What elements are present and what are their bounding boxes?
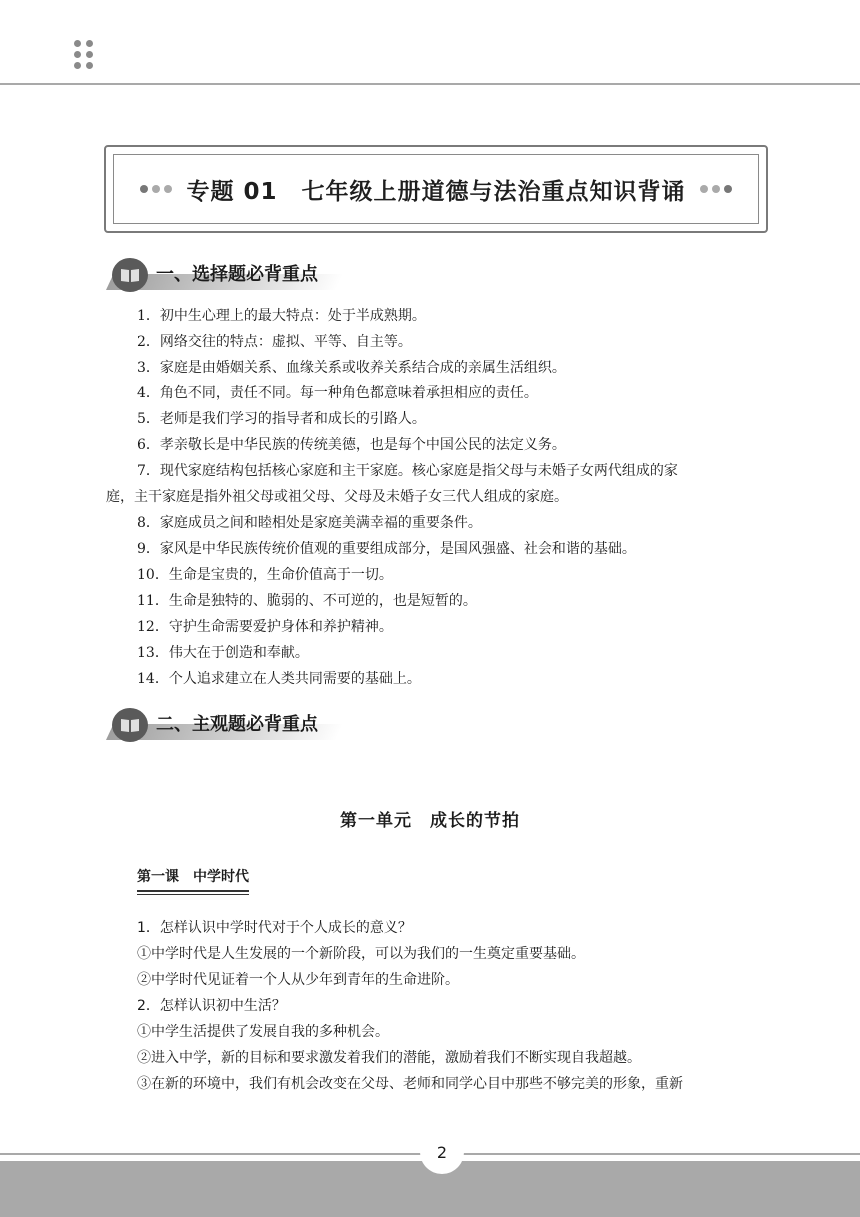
page-number: 2	[420, 1130, 464, 1174]
section-title: 一、选择题必背重点	[156, 264, 318, 285]
list-item: 12．守护生命需要爱护身体和养护精神。	[137, 619, 393, 635]
list-item: 2．网络交往的特点：虚拟、平等、自主等。	[137, 334, 412, 350]
list-item: 13．伟大在于创造和奉献。	[137, 645, 309, 661]
answer: ②进入中学，新的目标和要求激发着我们的潜能，激励着我们不断实现自我超越。	[137, 1050, 641, 1066]
book-icon	[112, 258, 148, 292]
list-item: 7．现代家庭结构包括核心家庭和主干家庭。核心家庭是指父母与未婚子女两代组成的家	[137, 463, 678, 479]
left-dots-icon	[140, 185, 172, 193]
section-title: 二、主观题必背重点	[156, 714, 318, 735]
list-item: 10．生命是宝贵的，生命价值高于一切。	[137, 567, 393, 583]
section-heading-subjective	[106, 708, 346, 742]
title-banner	[104, 145, 768, 233]
question: 1．怎样认识中学时代对于个人成长的意义？	[137, 920, 412, 936]
lesson-title: 第一课 中学时代	[137, 866, 249, 892]
list-item: 3．家庭是由婚姻关系、血缘关系或收养关系结合成的亲属生活组织。	[137, 360, 566, 376]
page-title: 专题 01 七年级上册道德与法治重点知识背诵	[186, 178, 686, 205]
list-item: 6．孝亲敬长是中华民族的传统美德，也是每个中国公民的法定义务。	[137, 437, 566, 453]
answer: ②中学时代见证着一个人从少年到青年的生命进阶。	[137, 972, 459, 988]
list-item: 8．家庭成员之间和睦相处是家庭美满幸福的重要条件。	[137, 515, 482, 531]
answer: ①中学时代是人生发展的一个新阶段，可以为我们的一生奠定重要基础。	[137, 946, 585, 962]
book-icon	[112, 708, 148, 742]
list-item: 14．个人追求建立在人类共同需要的基础上。	[137, 671, 421, 687]
list-item: 1．初中生心理上的最大特点：处于半成熟期。	[137, 308, 426, 324]
answer: ③在新的环境中，我们有机会改变在父母、老师和同学心目中那些不够完美的形象，重新	[137, 1076, 683, 1092]
unit-title: 第一单元 成长的节拍	[340, 811, 520, 831]
right-dots-icon	[700, 185, 732, 193]
header-dots-icon	[74, 40, 98, 70]
list-item: 4．角色不同，责任不同。每一种角色都意味着承担相应的责任。	[137, 385, 538, 401]
section-heading-choice	[106, 258, 346, 292]
header-rule	[0, 83, 860, 85]
question: 2．怎样认识初中生活？	[137, 998, 286, 1014]
list-item: 庭，主干家庭是指外祖父母或祖父母、父母及未婚子女三代人组成的家庭。	[106, 489, 568, 505]
list-item: 11．生命是独特的、脆弱的、不可逆的，也是短暂的。	[137, 593, 477, 609]
list-item: 5．老师是我们学习的指导者和成长的引路人。	[137, 411, 426, 427]
list-item: 9．家风是中华民族传统价值观的重要组成部分，是国风强盛、社会和谐的基础。	[137, 541, 636, 557]
answer: ①中学生活提供了发展自我的多种机会。	[137, 1024, 389, 1040]
